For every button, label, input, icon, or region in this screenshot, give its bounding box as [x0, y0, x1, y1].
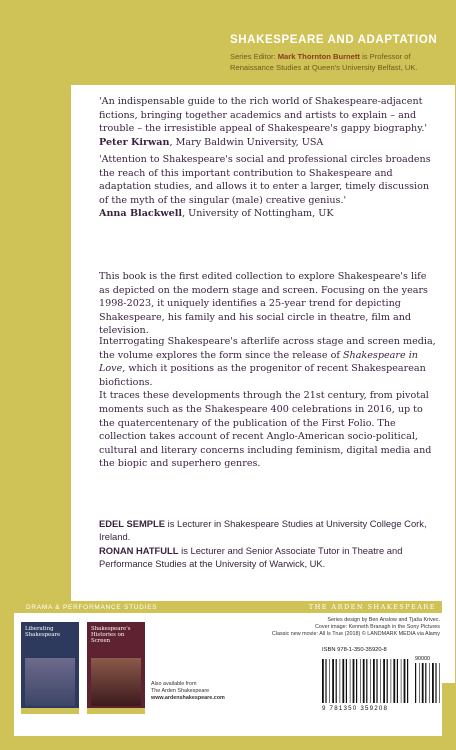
related-book-cover-2 — [87, 622, 145, 714]
author-bios — [99, 517, 439, 571]
quote-attribution — [99, 207, 439, 221]
isbn-barcode — [322, 656, 440, 714]
series-editor-name: Mark Thornton Burnett — [277, 52, 360, 61]
book-title: Shakespeare's Histories on Screen — [91, 626, 131, 645]
isbn-label: ISBN 978-1-350-35920-8 — [322, 647, 387, 653]
endorsement-quote-2 — [99, 153, 439, 221]
credit-line: Series design by Ben Anslow and Tjaša Krivec. — [327, 617, 440, 623]
quote-author: Anna Blackwell — [99, 208, 183, 220]
barcode-digits: 9 781350 359208 — [322, 705, 389, 712]
description-paragraph-2 — [99, 335, 439, 389]
imprint-label: THE ARDEN SHAKESPEARE — [308, 603, 436, 611]
author-bio-text: is Lecturer in Shakespeare Studies at University College Cork, Ireland. — [99, 518, 427, 543]
description-paragraph-1: This book is the first edited collection to explore Shakespeare's life as depicted on the modern stage and screen. Focusing on the years 1998-2023, it uniquely identifies a 25-year trend for depicting Shakespeare, his family and his social circle in theatre, film and television. — [99, 271, 428, 337]
series-editor-note — [230, 51, 444, 73]
quote-text: 'An indispensable guide to the rich world of Shakespeare-adjacent fictions, bringing together academics and artists to explain – and trouble – the irresistible appeal of Shakespeare's gappy biography.' — [99, 96, 428, 135]
series-editor-suffix: is Professor of Renaissance Studies at Queen's University Belfast, UK. — [230, 52, 418, 72]
barcode-graphic — [322, 659, 410, 703]
description-text: Interrogating Shakespeare's afterlife across stage and screen media, the volume explores the form since the release of — [99, 336, 436, 361]
description-paragraph-3: It traces these developments through the 21st century, from pivotal moments such as the Shakespeare 400 celebrations in 2016, up to the quatercentenary of the publication of the First Folio. The collection takes account of recent Anglo-American socio-political, cultural and literary concerns including feminism, digital media and the biopic and superhero genres. — [99, 390, 432, 470]
series-editor-prefix: Series Editor: — [230, 52, 278, 61]
price-code: 90000 — [415, 656, 430, 662]
quote-text: 'Attention to Shakespeare's social and professional circles broadens the reach of this important contribution to Shakespeare and adaptation studies, and allows it to enter a larger, timely discussion of the myth of the singular (male) creative genius.' — [99, 154, 431, 206]
quote-affiliation: , Mary Baldwin University, USA — [169, 136, 324, 148]
description-block — [99, 335, 439, 471]
quote-affiliation: , University of Nottingham, UK — [182, 208, 334, 220]
credit-line: Cover image: Kenneth Branagh in the Sony Pictures — [315, 623, 440, 630]
book-title: Liberating Shakespeare — [25, 626, 61, 639]
book-cover-image — [91, 658, 141, 706]
also-available — [151, 681, 271, 702]
book-cover-image — [25, 658, 75, 706]
author-bio-text: is Lecturer and Senior Associate Tutor in Theatre and Performance Studies at the University of Warwick, UK. — [99, 544, 403, 570]
film-title: Shakespeare in Love — [99, 349, 418, 375]
description-text: , which it positions as the progenitor of recent Shakespearean biofictions. — [99, 363, 426, 388]
category-bar — [14, 601, 442, 613]
endorsement-quote-1 — [99, 95, 439, 149]
related-book-cover-1 — [21, 622, 79, 714]
book-stripe — [87, 708, 145, 714]
book-stripe — [21, 708, 79, 714]
category-label: DRAMA & PERFORMANCE STUDIES — [26, 604, 158, 611]
credit-line: Classic new movie: All Is True (2018) © LANDMARK MEDIA via Alamy — [271, 630, 440, 637]
publisher-website: www.ardenshakespeare.com — [151, 695, 225, 701]
cover-credits — [268, 617, 440, 637]
quote-attribution — [99, 136, 439, 150]
author-bio — [99, 544, 439, 571]
also-available-imprint: The Arden Shakespeare — [151, 688, 210, 694]
price-barcode-graphic — [415, 663, 440, 703]
author-bio — [99, 517, 439, 544]
quote-author: Peter Kirwan — [99, 136, 170, 148]
also-available-line: Also available from — [151, 681, 197, 687]
author-name: RONAN HATFULL — [99, 544, 179, 556]
series-title: SHAKESPEARE AND ADAPTATION — [230, 34, 438, 46]
author-name: EDEL SEMPLE — [99, 518, 165, 529]
